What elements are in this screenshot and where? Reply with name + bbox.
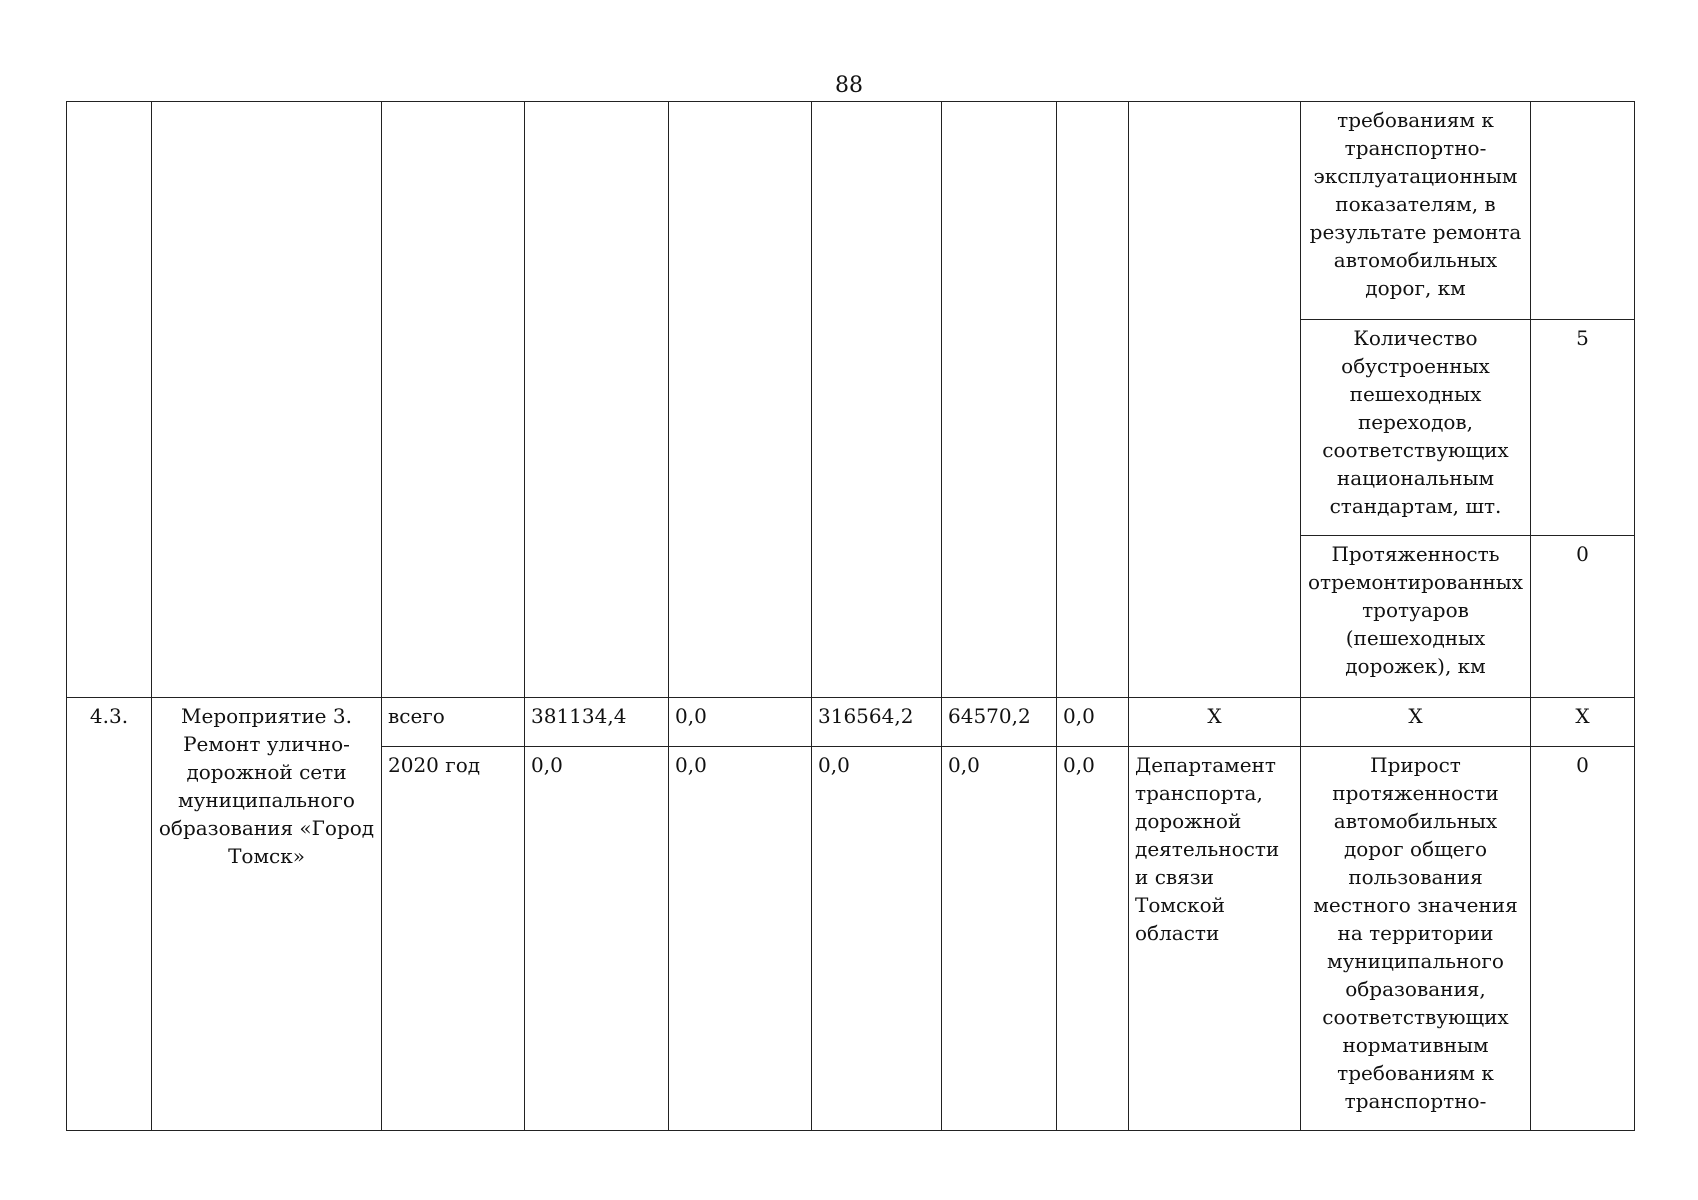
value-cell: 381134,4	[525, 698, 669, 747]
cont-period-cell	[382, 102, 525, 698]
indicator-text: Прирост протяженности автомобильных дорог общего пользования местного значения на территории муниципального образования, соответствующих нормативным требованиям к транспортно-	[1301, 747, 1531, 1131]
value-cell: 316564,2	[812, 698, 942, 747]
cont-executor-cell	[1129, 102, 1301, 698]
value-cell: 0,0	[669, 698, 812, 747]
item-total-row	[67, 698, 1635, 747]
cont-value-cell-5	[1057, 102, 1129, 698]
value-cell: 64570,2	[942, 698, 1057, 747]
indicator-value: 0	[1531, 536, 1635, 698]
executor-cell: Департамент транспорта, дорожной деятельности и связи Томской области	[1129, 747, 1301, 1131]
cont-title-cell	[152, 102, 382, 698]
value-cell: 0,0	[1057, 747, 1129, 1131]
value-cell: 0,0	[525, 747, 669, 1131]
cont-number-cell	[67, 102, 152, 698]
indicator-value	[1531, 102, 1635, 320]
value-cell: 0,0	[1057, 698, 1129, 747]
period-label: всего	[382, 698, 525, 747]
indicator-value: X	[1531, 698, 1635, 747]
executor-cell: X	[1129, 698, 1301, 747]
cont-value-cell-2	[669, 102, 812, 698]
cont-value-cell-4	[942, 102, 1057, 698]
continuation-row-1	[67, 102, 1635, 320]
indicator-text: X	[1301, 698, 1531, 747]
cont-value-cell-3	[812, 102, 942, 698]
indicator-text: Количество обустроенных пешеходных переходов, соответствующих национальным стандартам, шт.	[1301, 320, 1531, 536]
cont-value-cell-1	[525, 102, 669, 698]
indicator-text: требованиям к транспортно-эксплуатационным показателям, в результате ремонта автомобильных дорог, км	[1301, 102, 1531, 320]
page-number: 88	[835, 73, 863, 98]
indicator-value: 0	[1531, 747, 1635, 1131]
program-table	[66, 101, 1635, 1131]
indicator-text: Протяженность отремонтированных тротуаров (пешеходных дорожек), км	[1301, 536, 1531, 698]
value-cell: 0,0	[812, 747, 942, 1131]
value-cell: 0,0	[942, 747, 1057, 1131]
period-label: 2020 год	[382, 747, 525, 1131]
value-cell: 0,0	[669, 747, 812, 1131]
item-title: Мероприятие 3. Ремонт улично-дорожной сети муниципального образования «Город Томск»	[152, 698, 382, 1131]
indicator-value: 5	[1531, 320, 1635, 536]
item-number: 4.3.	[67, 698, 152, 1131]
